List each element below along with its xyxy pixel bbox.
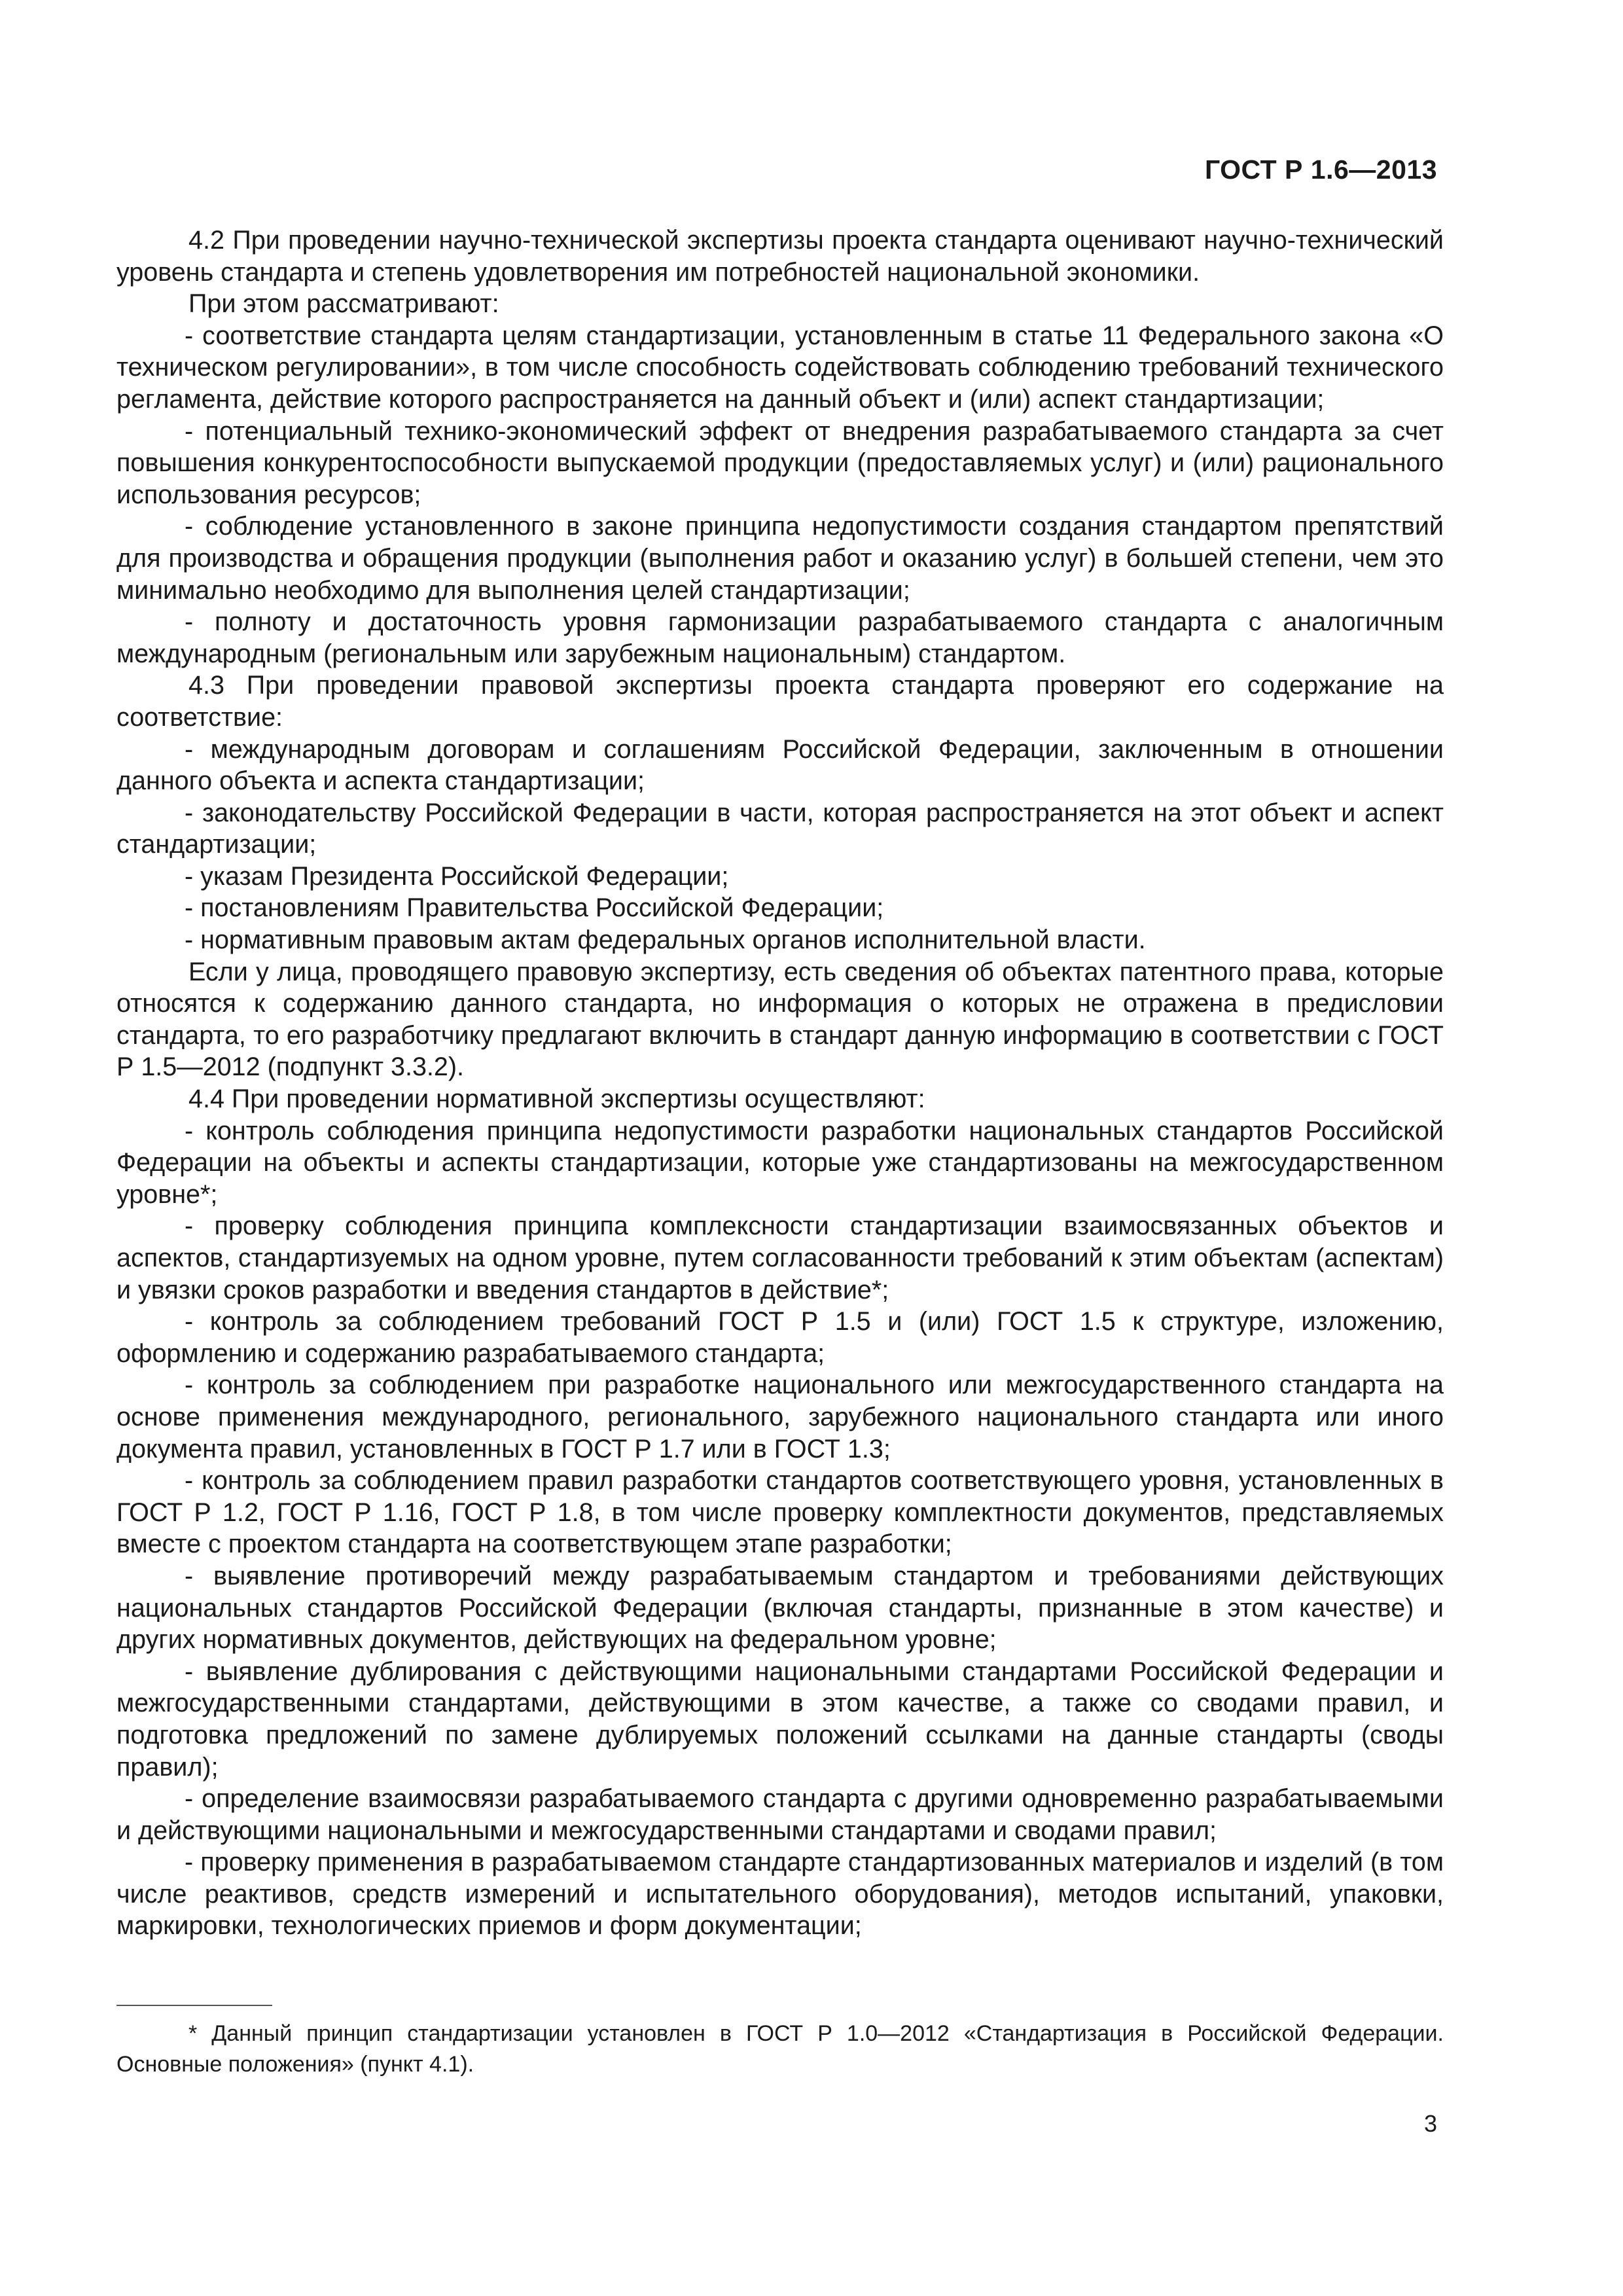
list-item: - полноту и достаточность уровня гармонизации разрабатываемого стандарта с аналогичным международным (региональным или зарубежным национальным) стандартом. <box>116 607 1444 668</box>
paragraph: 4.4 При проведении нормативной экспертизы осуществляют: <box>188 1085 925 1114</box>
list-item: - указам Президента Российской Федерации; <box>185 861 729 891</box>
list-item: - проверку применения в разрабатываемом стандарте стандартизованных материалов и изделий (в том числе реактивов, средств измерений и испытательного оборудования), методов испытаний, упаковки, маркировки, технологических приемов и форм документации; <box>116 1848 1444 1941</box>
list-item: - законодательству Российской Федерации в части, которая распространяется на этот объект и аспект стандартизации; <box>116 798 1444 859</box>
list-item: - соответствие стандарта целям стандартизации, установленным в статье 11 Федерального закона «О техническом регулировании», в том числе способность содействовать соблюдению требований технического регламента, действие которого распространяется на данный объект и (или) аспект стандартизации; <box>116 321 1444 414</box>
footnote: * Данный принцип стандартизации установлен в ГОСТ Р 1.0—2012 «Стандартизация в Российской Федерации. Основные положения» (пункт 4.1). <box>116 2021 1444 2077</box>
list-item: - контроль соблюдения принципа недопустимости разработки национальных стандартов Российской Федерации на объекты и аспекты стандартизации, которые уже стандартизованы на межгосударственном уровне*; <box>116 1116 1444 1209</box>
document-body <box>116 224 1444 1942</box>
list-item: - выявление противоречий между разрабатываемым стандартом и требованиями действующих национальных стандартов Российской Федерации (включая стандарты, признанные в этом качестве) и других нормативных документов, действующих на федеральном уровне; <box>116 1561 1444 1655</box>
paragraph: При этом рассматривают: <box>188 289 499 319</box>
list-item: - контроль за соблюдением при разработке национального или межгосударственного стандарта на основе применения международного, регионального, зарубежного национального стандарта или иного документа правил, установленных в ГОСТ Р 1.7 или в ГОСТ 1.3; <box>116 1371 1444 1463</box>
paragraph: 4.2 При проведении научно-технической экспертизы проекта стандарта оценивают научно-технический уровень стандарта и степень удовлетворения им потребностей национальной экономики. <box>116 226 1444 287</box>
list-item: - контроль за соблюдением правил разработки стандартов соответствующего уровня, установленных в ГОСТ Р 1.2, ГОСТ Р 1.16, ГОСТ Р 1.8, в том числе проверку комплектности документов, представляемых вместе с проектом стандарта на соответствующем этапе разработки; <box>116 1466 1444 1559</box>
list-item: - определение взаимосвязи разрабатываемого стандарта с другими одновременно разрабатываемыми и действующими национальными и межгосударственными стандартами и сводами правил; <box>116 1784 1444 1845</box>
list-item: - соблюдение установленного в законе принципа недопустимости создания стандартом препятствий для производства и обращения продукции (выполнения работ и оказанию услуг) в большей степени, чем это минимально необходимо для выполнения целей стандартизации; <box>116 512 1444 605</box>
list-item: - выявление дублирования с действующими национальными стандартами Российской Федерации и межгосударственными стандартами, действующими в этом качестве, а также со сводами правил, и подготовка предложений по замене дублируемых положений ссылками на данные стандарты (своды правил); <box>116 1657 1444 1782</box>
list-item: - нормативным правовым актам федеральных органов исполнительной власти. <box>185 925 1146 955</box>
list-item: - проверку соблюдения принципа комплексности стандартизации взаимосвязанных объектов и аспектов, стандартизуемых на одном уровне, путем согласованности требований к этим объектам (аспектам) и увязки сроков разработки и введения стандартов в действие*; <box>116 1211 1444 1304</box>
list-item: - контроль за соблюдением требований ГОСТ Р 1.5 и (или) ГОСТ 1.5 к структуре, изложению, оформлению и содержанию разрабатываемого стандарта; <box>116 1307 1444 1368</box>
paragraph: 4.3 При проведении правовой экспертизы проекта стандарта проверяют его содержание на соответствие: <box>116 671 1444 732</box>
list-item: - постановлениям Правительства Российской Федерации; <box>185 893 884 923</box>
document-code-header: ГОСТ Р 1.6—2013 <box>1204 154 1437 185</box>
page-number: 3 <box>1423 2110 1437 2137</box>
footnote-separator <box>116 2005 272 2006</box>
list-item: - международным договорам и соглашениям Российской Федерации, заключенным в отношении данного объекта и аспекта стандартизации; <box>116 734 1444 796</box>
list-item: - потенциальный технико-экономический эффект от внедрения разрабатываемого стандарта за счет повышения конкурентоспособности выпускаемой продукции (предоставляемых услуг) и (или) рационального использования ресурсов; <box>116 416 1444 509</box>
paragraph: Если у лица, проводящего правовую экспертизу, есть сведения об объектах патентного права, которые относятся к содержанию данного стандарта, но информация о которых не отражена в предисловии стандарта, то его разработчику предлагают включить в стандарт данную информацию в соответствии с ГОСТ Р 1.5—2012 (подпункт 3.3.2). <box>116 957 1444 1082</box>
